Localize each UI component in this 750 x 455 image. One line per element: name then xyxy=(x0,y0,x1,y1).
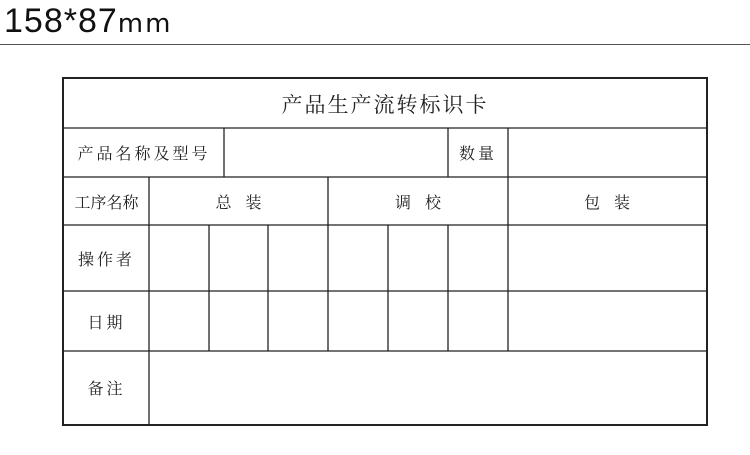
remarks-label: 备注 xyxy=(87,379,126,398)
quantity-label: 数量 xyxy=(458,144,497,163)
operator-field[interactable] xyxy=(508,225,706,291)
date-field[interactable] xyxy=(328,291,388,351)
operator-field[interactable] xyxy=(149,225,209,291)
operator-field[interactable] xyxy=(209,225,268,291)
process-name-label: 工序名称 xyxy=(74,192,139,212)
dimension-unit: mm xyxy=(117,9,173,39)
operator-field[interactable] xyxy=(268,225,328,291)
stage-assembly-header: 总装 xyxy=(215,192,276,212)
operator-field[interactable] xyxy=(328,225,388,291)
date-label: 日期 xyxy=(87,312,126,332)
dimension-header xyxy=(0,0,750,45)
date-field[interactable] xyxy=(388,291,448,351)
product-name-model-label: 产品名称及型号 xyxy=(77,144,211,163)
date-field[interactable] xyxy=(448,291,508,351)
operator-field[interactable] xyxy=(388,225,448,291)
dimension-label xyxy=(4,1,172,44)
product-name-model-field[interactable] xyxy=(224,128,448,177)
dimension-size: 158*87 xyxy=(4,2,118,40)
card-title: 产品生产流转标识卡 xyxy=(281,92,489,117)
stage-calibration-header: 调校 xyxy=(394,192,455,212)
date-field[interactable] xyxy=(268,291,328,351)
date-field[interactable] xyxy=(508,291,706,351)
production-flow-card xyxy=(62,77,708,426)
quantity-field[interactable] xyxy=(508,128,706,177)
operator-label: 操作者 xyxy=(77,249,135,269)
stage-packaging-header: 包装 xyxy=(583,192,644,212)
operator-field[interactable] xyxy=(448,225,508,291)
date-field[interactable] xyxy=(149,291,209,351)
date-field[interactable] xyxy=(209,291,268,351)
remarks-field[interactable] xyxy=(149,351,706,424)
